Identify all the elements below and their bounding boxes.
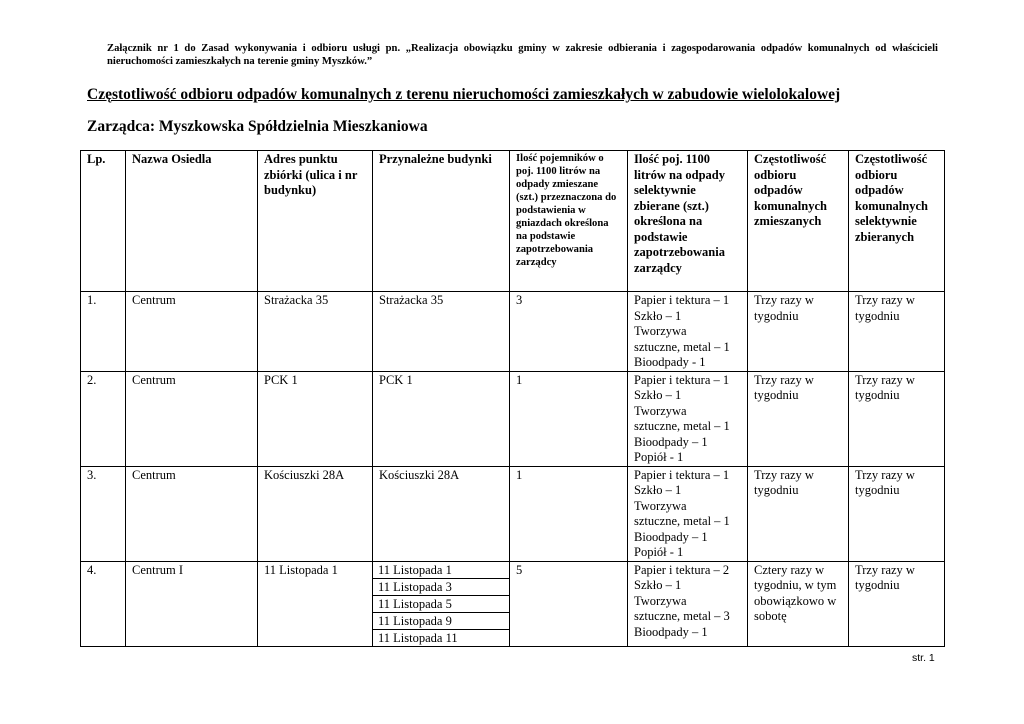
selective-item: Bioodpady – 1	[634, 624, 708, 639]
cell-buildings: PCK 1	[373, 371, 510, 466]
cell-selective	[628, 292, 748, 372]
selective-item: sztuczne, metal – 1	[634, 419, 730, 433]
selective-item: Szkło – 1	[634, 388, 682, 402]
table-row	[81, 371, 945, 466]
table-body	[81, 292, 945, 647]
cell-address: PCK 1	[258, 371, 373, 466]
cell-freq-mixed: Trzy razy w tygodniu	[748, 466, 849, 561]
selective-item: sztuczne, metal – 3	[634, 609, 730, 623]
cell-estate: Centrum	[126, 466, 258, 561]
manager-heading: Zarządca: Myszkowska Spółdzielnia Mieszkaniowa	[87, 118, 428, 135]
cell-buildings	[373, 561, 510, 647]
cell-address: Kościuszki 28A	[258, 466, 373, 561]
cell-address: Strażacka 35	[258, 292, 373, 372]
header-buildings: Przynależne budynki	[373, 151, 510, 292]
selective-item: Szkło – 1	[634, 578, 682, 592]
cell-lp: 4.	[81, 561, 126, 647]
document-title: Częstotliwość odbioru odpadów komunalnych z terenu nieruchomości zamieszkałych w zabudowie wielolokalowej	[87, 86, 841, 103]
cell-mixed-qty: 1	[510, 466, 628, 561]
cell-selective	[628, 371, 748, 466]
cell-freq-selective: Trzy razy w tygodniu	[849, 292, 945, 372]
selective-item: Tworzywa	[634, 498, 687, 513]
cell-lp: 3.	[81, 466, 126, 561]
header-lp: Lp.	[81, 151, 126, 292]
selective-item: sztuczne, metal – 1	[634, 339, 730, 354]
cell-freq-mixed: Trzy razy w tygodniu	[748, 292, 849, 372]
building-entry: 11 Listopada 1	[373, 562, 509, 579]
selective-item: Bioodpady – 1	[634, 529, 708, 544]
table-header-row	[81, 151, 945, 292]
selective-item: Szkło – 1	[634, 308, 682, 323]
selective-item: Papier i tektura – 2	[634, 562, 730, 577]
cell-estate: Centrum	[126, 292, 258, 372]
selective-item: sztuczne, metal – 1	[634, 514, 730, 528]
selective-item: Papier i tektura – 1	[634, 467, 730, 482]
header-address: Adres punktu zbiórki (ulica i nr budynku)	[258, 151, 373, 292]
cell-address: 11 Listopada 1	[258, 561, 373, 647]
header-selective-qty: Ilość poj. 1100 litrów na odpady selektywnie zbierane (szt.) określona na podstawie zapotrzebowania zarządcy	[628, 151, 748, 292]
cell-freq-selective: Trzy razy w tygodniu	[849, 371, 945, 466]
cell-buildings: Strażacka 35	[373, 292, 510, 372]
selective-item: Papier i tektura – 1	[634, 293, 730, 307]
selective-item: Tworzywa	[634, 593, 687, 608]
cell-selective	[628, 561, 748, 647]
building-entry: 11 Listopada 9	[373, 613, 509, 630]
selective-item: Bioodpady – 1	[634, 434, 708, 449]
cell-freq-mixed: Trzy razy w tygodniu	[748, 371, 849, 466]
header-freq-mixed: Częstotliwość odbioru odpadów komunalnych zmieszanych	[748, 151, 849, 292]
cell-mixed-qty: 1	[510, 371, 628, 466]
cell-lp: 1.	[81, 292, 126, 372]
cell-freq-mixed: Cztery razy w tygodniu, w tym obowiązkowo w sobotę	[748, 561, 849, 647]
table-row	[81, 292, 945, 372]
selective-item: Tworzywa	[634, 403, 687, 418]
selective-item: Szkło – 1	[634, 483, 682, 497]
building-entry: 11 Listopada 5	[373, 596, 509, 613]
page-number: str. 1	[912, 652, 935, 664]
cell-estate: Centrum I	[126, 561, 258, 647]
header-freq-selective: Częstotliwość odbioru odpadów komunalnych selektywnie zbieranych	[849, 151, 945, 292]
selective-item: Bioodpady - 1	[634, 355, 706, 369]
selective-item: Papier i tektura – 1	[634, 372, 730, 387]
cell-selective	[628, 466, 748, 561]
header-mixed-qty: Ilość pojemników o poj. 1100 litrów na odpady zmieszane (szt.) przeznaczona do podstawienia w gniazdach określona na podstawie zapotrzebowania zarządcy	[510, 151, 628, 292]
table-row	[81, 561, 945, 647]
header-estate: Nazwa Osiedla	[126, 151, 258, 292]
collection-frequency-table	[80, 150, 945, 647]
cell-mixed-qty: 3	[510, 292, 628, 372]
cell-mixed-qty: 5	[510, 561, 628, 647]
cell-freq-selective: Trzy razy w tygodniu	[849, 466, 945, 561]
attachment-note: Załącznik nr 1 do Zasad wykonywania i odbioru usługi pn. „Realizacja obowiązku gminy w zakresie odbierania i zagospodarowania odpadów komunalnych od właścicieli nieruchomości zamieszkałych na terenie gminy Myszków.”	[107, 43, 938, 67]
selective-item: Popiół - 1	[634, 450, 684, 464]
cell-freq-selective: Trzy razy w tygodniu	[849, 561, 945, 647]
building-entry: 11 Listopada 11	[378, 631, 458, 646]
cell-buildings: Kościuszki 28A	[373, 466, 510, 561]
cell-estate: Centrum	[126, 371, 258, 466]
table-row	[81, 466, 945, 561]
cell-lp: 2.	[81, 371, 126, 466]
selective-item: Tworzywa	[634, 324, 687, 338]
selective-item: Popiół - 1	[634, 545, 684, 559]
building-entry: 11 Listopada 3	[373, 579, 509, 596]
